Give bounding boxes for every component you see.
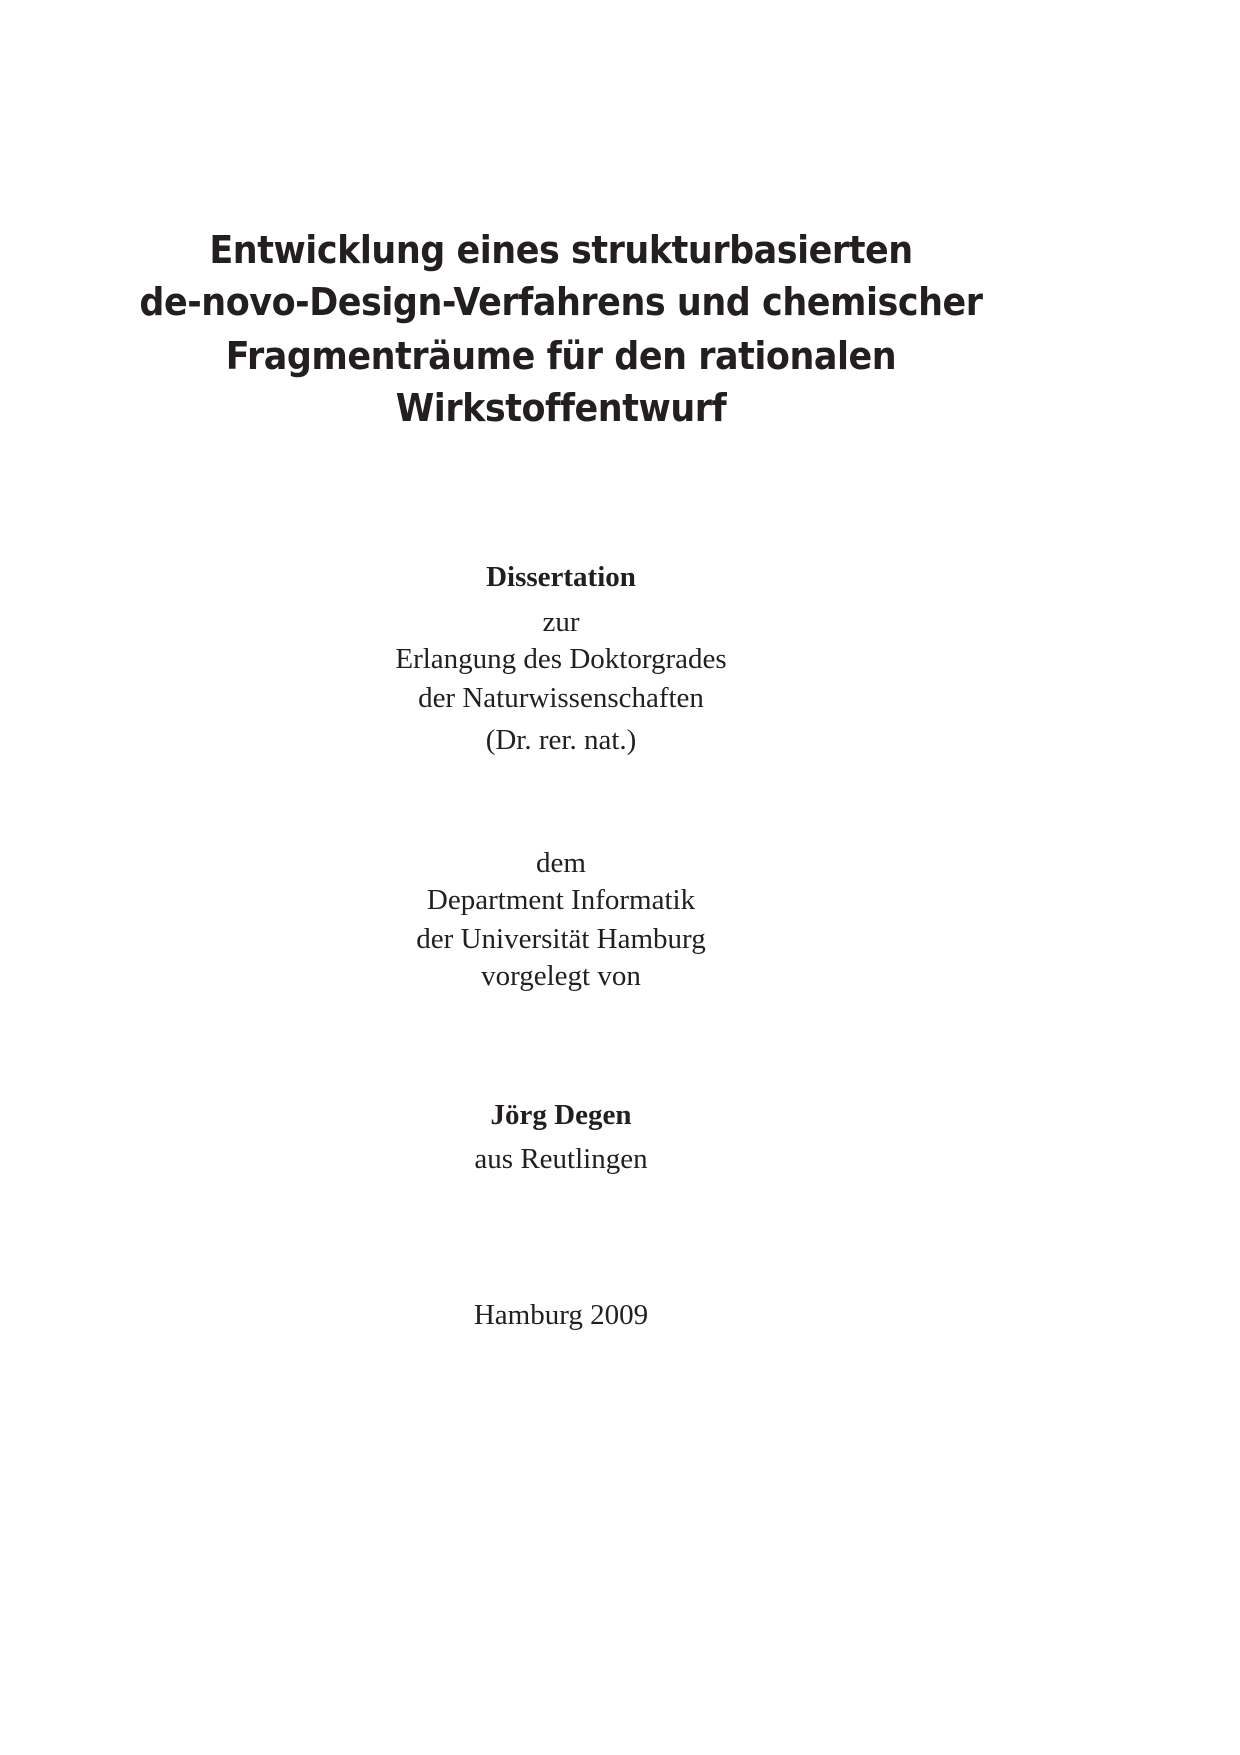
degree-line-3: der Naturwissenschaften [418, 682, 704, 714]
submission-line-4: vorgelegt von [481, 960, 641, 992]
title-line-3: Fragmenträume für den rationalen [225, 334, 897, 378]
title-line-4: Wirkstoffentwurf [395, 386, 727, 430]
submission-line-2: Department Informatik [426, 884, 696, 916]
submission-line-1: dem [536, 847, 586, 879]
degree-line-1: zur [542, 606, 580, 638]
dissertation-heading: Dissertation [486, 561, 636, 593]
degree-line-2: Erlangung des Doktorgrades [395, 643, 727, 675]
place-year: Hamburg 2009 [473, 1299, 649, 1331]
submission-line-3: der Universität Hamburg [416, 923, 706, 955]
degree-line-4: (Dr. rer. nat.) [485, 724, 637, 756]
author-origin: aus Reutlingen [474, 1143, 648, 1175]
title-line-1: Entwicklung eines strukturbasierten [209, 228, 913, 272]
author-name: Jörg Degen [490, 1099, 632, 1131]
title-line-2: de-novo-Design-Verfahrens und chemischer [139, 280, 983, 324]
